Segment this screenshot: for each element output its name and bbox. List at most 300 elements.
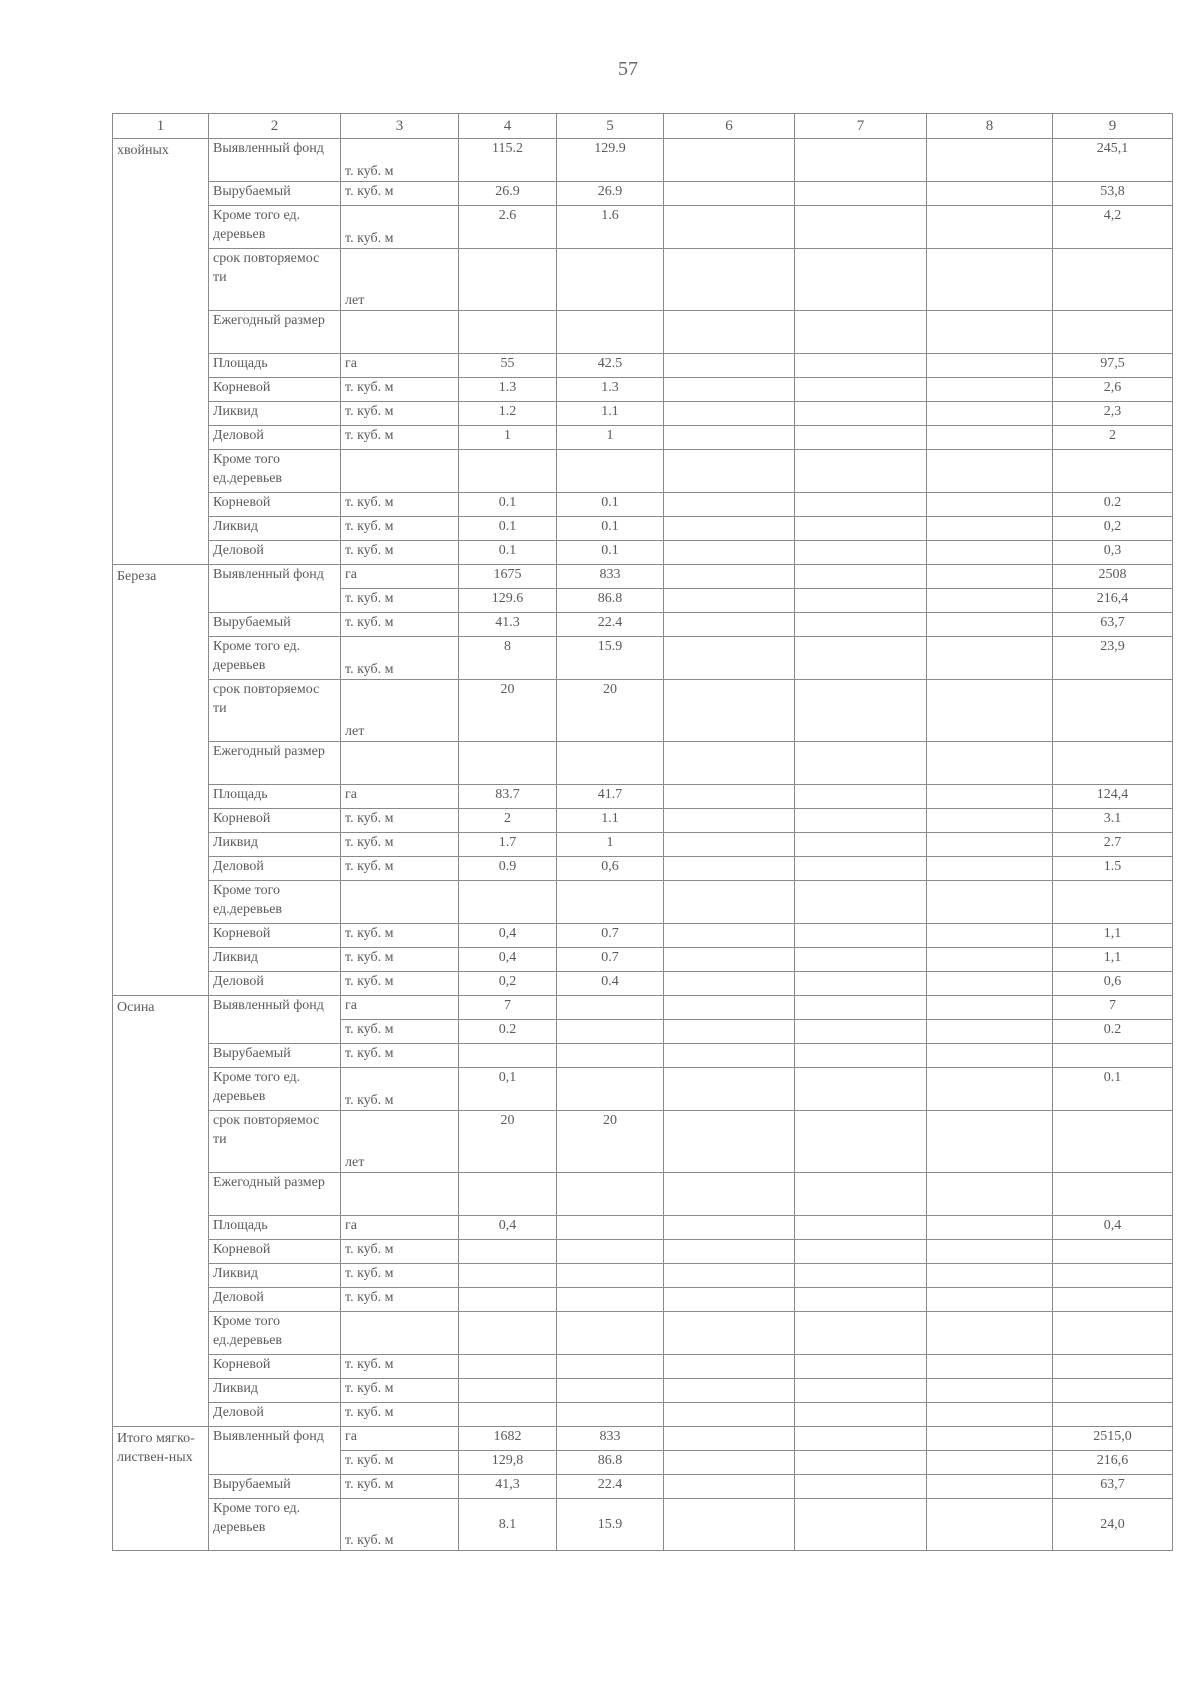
value-col-5: 1.3 (557, 378, 664, 402)
table-row (113, 249, 1173, 311)
value-col-4: 20 (459, 680, 557, 742)
value-col-5: 20 (557, 1111, 664, 1173)
value-col-7 (795, 182, 927, 206)
value-col-6 (664, 1451, 795, 1475)
value-col-4 (459, 1264, 557, 1288)
value-col-5: 833 (557, 1427, 664, 1451)
indicator-label: Кроме того ед.деревьев (209, 881, 341, 924)
table-row (113, 924, 1173, 948)
unit-cell: т. куб. м (341, 1068, 459, 1111)
value-col-6 (664, 541, 795, 565)
unit-cell: т. куб. м (341, 833, 459, 857)
table-row (113, 1312, 1173, 1355)
value-col-5 (557, 1312, 664, 1355)
value-col-5: 0.1 (557, 541, 664, 565)
value-col-5: 1.1 (557, 809, 664, 833)
table-row (113, 1216, 1173, 1240)
value-col-5 (557, 1403, 664, 1427)
value-col-9-total: 0,6 (1053, 972, 1173, 996)
value-col-5 (557, 311, 664, 354)
indicator-label: Площадь (209, 785, 341, 809)
value-col-6 (664, 613, 795, 637)
value-col-4: 1.2 (459, 402, 557, 426)
table-row (113, 1403, 1173, 1427)
value-col-6 (664, 1312, 795, 1355)
unit-cell: т. куб. м (341, 637, 459, 680)
forest-fund-table (112, 113, 1173, 1551)
table-row (113, 1288, 1173, 1312)
value-col-5 (557, 1216, 664, 1240)
value-col-7 (795, 1173, 927, 1216)
table-row (113, 426, 1173, 450)
value-col-5 (557, 1068, 664, 1111)
value-col-7 (795, 450, 927, 493)
value-col-6 (664, 565, 795, 589)
value-col-4: 129,8 (459, 1451, 557, 1475)
column-header: 3 (341, 114, 459, 139)
indicator-label: срок повторяемос ти (209, 249, 341, 311)
table-row (113, 541, 1173, 565)
indicator-label: Корневой (209, 1355, 341, 1379)
value-col-8 (927, 948, 1053, 972)
value-col-7 (795, 206, 927, 249)
value-col-6 (664, 1264, 795, 1288)
column-header: 9 (1053, 114, 1173, 139)
value-col-5: 86.8 (557, 1451, 664, 1475)
species-group-cell: Осина (113, 996, 209, 1427)
value-col-8 (927, 565, 1053, 589)
value-col-6 (664, 680, 795, 742)
value-col-4 (459, 1403, 557, 1427)
value-col-8 (927, 206, 1053, 249)
table-row (113, 354, 1173, 378)
column-header: 5 (557, 114, 664, 139)
value-col-4: 8 (459, 637, 557, 680)
value-col-9-total: 2515,0 (1053, 1427, 1173, 1451)
value-col-6 (664, 833, 795, 857)
value-col-4: 1.3 (459, 378, 557, 402)
value-col-7 (795, 1355, 927, 1379)
value-col-4: 0,1 (459, 1068, 557, 1111)
value-col-5 (557, 1173, 664, 1216)
value-col-6 (664, 1111, 795, 1173)
value-col-9-total (1053, 450, 1173, 493)
value-col-9-total (1053, 1264, 1173, 1288)
value-col-4 (459, 1312, 557, 1355)
indicator-label: Ликвид (209, 833, 341, 857)
unit-cell: т. куб. м (341, 1044, 459, 1068)
value-col-5 (557, 1240, 664, 1264)
indicator-label: Корневой (209, 809, 341, 833)
table-row (113, 493, 1173, 517)
value-col-4: 41.3 (459, 613, 557, 637)
value-col-7 (795, 354, 927, 378)
unit-cell: т. куб. м (341, 402, 459, 426)
value-col-5 (557, 1379, 664, 1403)
unit-cell: т. куб. м (341, 139, 459, 182)
indicator-label: Вырубаемый (209, 613, 341, 637)
value-col-4: 41,3 (459, 1475, 557, 1499)
value-col-8 (927, 493, 1053, 517)
value-col-6 (664, 924, 795, 948)
value-col-6 (664, 881, 795, 924)
value-col-7 (795, 1475, 927, 1499)
value-col-5 (557, 1288, 664, 1312)
value-col-8 (927, 1403, 1053, 1427)
value-col-9-total: 7 (1053, 996, 1173, 1020)
value-col-9-total (1053, 1312, 1173, 1355)
indicator-label: Ликвид (209, 948, 341, 972)
unit-cell: т. куб. м (341, 1020, 459, 1044)
value-col-4: 8.1 (459, 1499, 557, 1551)
table-row (113, 972, 1173, 996)
value-col-5 (557, 1355, 664, 1379)
table-row (113, 742, 1173, 785)
value-col-4: 55 (459, 354, 557, 378)
value-col-4: 83.7 (459, 785, 557, 809)
value-col-9-total (1053, 1111, 1173, 1173)
value-col-9-total: 0,4 (1053, 1216, 1173, 1240)
value-col-4: 26.9 (459, 182, 557, 206)
value-col-4: 129.6 (459, 589, 557, 613)
value-col-6 (664, 493, 795, 517)
value-col-5: 26.9 (557, 182, 664, 206)
value-col-7 (795, 1111, 927, 1173)
value-col-9-total (1053, 1403, 1173, 1427)
table-row (113, 450, 1173, 493)
value-col-8 (927, 972, 1053, 996)
table-row (113, 1264, 1173, 1288)
value-col-8 (927, 1475, 1053, 1499)
value-col-7 (795, 637, 927, 680)
unit-cell: лет (341, 249, 459, 311)
value-col-6 (664, 637, 795, 680)
value-col-9-total (1053, 680, 1173, 742)
value-col-4: 0.9 (459, 857, 557, 881)
value-col-5 (557, 742, 664, 785)
value-col-8 (927, 637, 1053, 680)
value-col-4 (459, 1379, 557, 1403)
value-col-9-total (1053, 1379, 1173, 1403)
table-row (113, 1240, 1173, 1264)
value-col-8 (927, 996, 1053, 1020)
value-col-4: 2 (459, 809, 557, 833)
column-header: 8 (927, 114, 1053, 139)
value-col-5: 22.4 (557, 613, 664, 637)
value-col-4: 0,4 (459, 924, 557, 948)
value-col-8 (927, 139, 1053, 182)
value-col-8 (927, 833, 1053, 857)
value-col-6 (664, 182, 795, 206)
value-col-6 (664, 517, 795, 541)
value-col-7 (795, 1312, 927, 1355)
indicator-label: Деловой (209, 426, 341, 450)
value-col-6 (664, 589, 795, 613)
indicator-label: Корневой (209, 1240, 341, 1264)
indicator-label: Кроме того ед. деревьев (209, 1068, 341, 1111)
unit-cell: т. куб. м (341, 1499, 459, 1551)
value-col-9-total (1053, 1355, 1173, 1379)
indicator-label: Корневой (209, 493, 341, 517)
indicator-label: Кроме того ед. деревьев (209, 637, 341, 680)
table-row (113, 1111, 1173, 1173)
unit-cell: га (341, 1427, 459, 1451)
value-col-8 (927, 613, 1053, 637)
value-col-9-total: 63,7 (1053, 1475, 1173, 1499)
value-col-4: 1682 (459, 1427, 557, 1451)
value-col-9-total: 4,2 (1053, 206, 1173, 249)
value-col-8 (927, 249, 1053, 311)
value-col-8 (927, 589, 1053, 613)
indicator-label: Ликвид (209, 402, 341, 426)
unit-cell: т. куб. м (341, 1240, 459, 1264)
value-col-5: 41.7 (557, 785, 664, 809)
indicator-label: Деловой (209, 1403, 341, 1427)
table-row (113, 182, 1173, 206)
value-col-9-total: 2508 (1053, 565, 1173, 589)
value-col-8 (927, 1427, 1053, 1451)
value-col-7 (795, 589, 927, 613)
value-col-9-total: 0,3 (1053, 541, 1173, 565)
value-col-7 (795, 139, 927, 182)
value-col-7 (795, 1379, 927, 1403)
value-col-6 (664, 1020, 795, 1044)
value-col-6 (664, 1173, 795, 1216)
value-col-6 (664, 1475, 795, 1499)
value-col-5: 0.4 (557, 972, 664, 996)
value-col-5: 1.6 (557, 206, 664, 249)
value-col-4 (459, 1355, 557, 1379)
value-col-4 (459, 1173, 557, 1216)
value-col-8 (927, 1451, 1053, 1475)
unit-cell: т. куб. м (341, 1403, 459, 1427)
indicator-label: Деловой (209, 972, 341, 996)
indicator-label: Выявленный фонд (209, 565, 341, 613)
table-row (113, 857, 1173, 881)
value-col-5 (557, 450, 664, 493)
value-col-7 (795, 426, 927, 450)
value-col-5 (557, 996, 664, 1020)
value-col-7 (795, 680, 927, 742)
value-col-8 (927, 1355, 1053, 1379)
unit-cell: т. куб. м (341, 1451, 459, 1475)
table-row (113, 1475, 1173, 1499)
value-col-5 (557, 1044, 664, 1068)
value-col-9-total (1053, 1044, 1173, 1068)
table-row (113, 1068, 1173, 1111)
indicator-label: Площадь (209, 354, 341, 378)
value-col-5: 15.9 (557, 1499, 664, 1551)
value-col-8 (927, 1111, 1053, 1173)
column-header: 1 (113, 114, 209, 139)
unit-cell: га (341, 785, 459, 809)
value-col-5: 833 (557, 565, 664, 589)
value-col-9-total: 23,9 (1053, 637, 1173, 680)
value-col-7 (795, 809, 927, 833)
unit-cell: т. куб. м (341, 972, 459, 996)
value-col-8 (927, 742, 1053, 785)
value-col-6 (664, 354, 795, 378)
value-col-8 (927, 857, 1053, 881)
indicator-label: Ежегодный размер (209, 1173, 341, 1216)
column-header: 2 (209, 114, 341, 139)
column-header: 4 (459, 114, 557, 139)
indicator-label: Кроме того ед. деревьев (209, 1499, 341, 1551)
unit-cell: га (341, 354, 459, 378)
indicator-label: Корневой (209, 378, 341, 402)
value-col-8 (927, 517, 1053, 541)
value-col-5 (557, 249, 664, 311)
table-row (113, 517, 1173, 541)
indicator-label: Выявленный фонд (209, 996, 341, 1044)
unit-cell: т. куб. м (341, 378, 459, 402)
table-row (113, 996, 1173, 1020)
unit-cell: т. куб. м (341, 948, 459, 972)
unit-cell: т. куб. м (341, 613, 459, 637)
value-col-7 (795, 541, 927, 565)
table-row (113, 948, 1173, 972)
value-col-7 (795, 1403, 927, 1427)
value-col-8 (927, 1264, 1053, 1288)
value-col-4 (459, 881, 557, 924)
value-col-4: 0.1 (459, 517, 557, 541)
table-row (113, 402, 1173, 426)
unit-cell: га (341, 1216, 459, 1240)
value-col-6 (664, 857, 795, 881)
indicator-label: Кроме того ед.деревьев (209, 450, 341, 493)
unit-cell: лет (341, 680, 459, 742)
table-row (113, 637, 1173, 680)
table-row (113, 680, 1173, 742)
value-col-9-total: 1,1 (1053, 924, 1173, 948)
value-col-7 (795, 1020, 927, 1044)
value-col-7 (795, 1068, 927, 1111)
value-col-6 (664, 1240, 795, 1264)
indicator-label: Деловой (209, 1288, 341, 1312)
value-col-7 (795, 493, 927, 517)
value-col-9-total: 63,7 (1053, 613, 1173, 637)
indicator-label: Деловой (209, 541, 341, 565)
value-col-6 (664, 1355, 795, 1379)
value-col-4 (459, 1288, 557, 1312)
value-col-9-total: 1.5 (1053, 857, 1173, 881)
unit-cell: т. куб. м (341, 426, 459, 450)
species-group-cell: Итого мягко-листвен-ных (113, 1427, 209, 1551)
value-col-4: 0,4 (459, 1216, 557, 1240)
column-header: 6 (664, 114, 795, 139)
value-col-8 (927, 378, 1053, 402)
value-col-8 (927, 785, 1053, 809)
value-col-4: 7 (459, 996, 557, 1020)
value-col-4 (459, 1044, 557, 1068)
value-col-8 (927, 809, 1053, 833)
value-col-5: 129.9 (557, 139, 664, 182)
unit-cell (341, 881, 459, 924)
value-col-4: 1.7 (459, 833, 557, 857)
value-col-9-total (1053, 1173, 1173, 1216)
value-col-8 (927, 881, 1053, 924)
indicator-label: Кроме того ед.деревьев (209, 1312, 341, 1355)
value-col-8 (927, 182, 1053, 206)
value-col-4: 115.2 (459, 139, 557, 182)
species-group-cell: хвойных (113, 139, 209, 565)
species-group-cell: Береза (113, 565, 209, 996)
value-col-4: 0.1 (459, 493, 557, 517)
value-col-4: 0,4 (459, 948, 557, 972)
value-col-9-total: 2,3 (1053, 402, 1173, 426)
value-col-4: 0.1 (459, 541, 557, 565)
header-row (113, 114, 1173, 139)
value-col-6 (664, 402, 795, 426)
value-col-6 (664, 742, 795, 785)
unit-cell: т. куб. м (341, 1288, 459, 1312)
value-col-9-total: 216,6 (1053, 1451, 1173, 1475)
table-row (113, 613, 1173, 637)
value-col-4: 1675 (459, 565, 557, 589)
value-col-7 (795, 1451, 927, 1475)
value-col-9-total: 245,1 (1053, 139, 1173, 182)
value-col-8 (927, 354, 1053, 378)
value-col-6 (664, 1288, 795, 1312)
unit-cell: т. куб. м (341, 182, 459, 206)
value-col-6 (664, 785, 795, 809)
unit-cell: т. куб. м (341, 589, 459, 613)
value-col-6 (664, 1427, 795, 1451)
value-col-6 (664, 948, 795, 972)
unit-cell: т. куб. м (341, 517, 459, 541)
indicator-label: Выявленный фонд (209, 1427, 341, 1475)
indicator-label: Ликвид (209, 1379, 341, 1403)
value-col-7 (795, 1264, 927, 1288)
value-col-9-total: 0.2 (1053, 493, 1173, 517)
value-col-8 (927, 680, 1053, 742)
value-col-5 (557, 1264, 664, 1288)
unit-cell: т. куб. м (341, 206, 459, 249)
value-col-8 (927, 450, 1053, 493)
value-col-7 (795, 742, 927, 785)
unit-cell (341, 311, 459, 354)
indicator-label: Корневой (209, 924, 341, 948)
value-col-6 (664, 426, 795, 450)
value-col-5: 15.9 (557, 637, 664, 680)
value-col-5: 22.4 (557, 1475, 664, 1499)
indicator-label: Вырубаемый (209, 1475, 341, 1499)
value-col-9-total (1053, 249, 1173, 311)
value-col-8 (927, 426, 1053, 450)
value-col-6 (664, 996, 795, 1020)
indicator-label: Кроме того ед. деревьев (209, 206, 341, 249)
page-number: 57 (618, 58, 638, 80)
value-col-7 (795, 833, 927, 857)
value-col-6 (664, 139, 795, 182)
value-col-8 (927, 1216, 1053, 1240)
value-col-6 (664, 1379, 795, 1403)
unit-cell: т. куб. м (341, 1475, 459, 1499)
unit-cell: лет (341, 1111, 459, 1173)
table-row (113, 1379, 1173, 1403)
unit-cell (341, 742, 459, 785)
value-col-7 (795, 924, 927, 948)
indicator-label: срок повторяемос ти (209, 1111, 341, 1173)
indicator-label: Деловой (209, 857, 341, 881)
value-col-5 (557, 1020, 664, 1044)
unit-cell: т. куб. м (341, 857, 459, 881)
table-row (113, 311, 1173, 354)
value-col-7 (795, 249, 927, 311)
value-col-6 (664, 972, 795, 996)
value-col-8 (927, 1044, 1053, 1068)
value-col-8 (927, 1379, 1053, 1403)
